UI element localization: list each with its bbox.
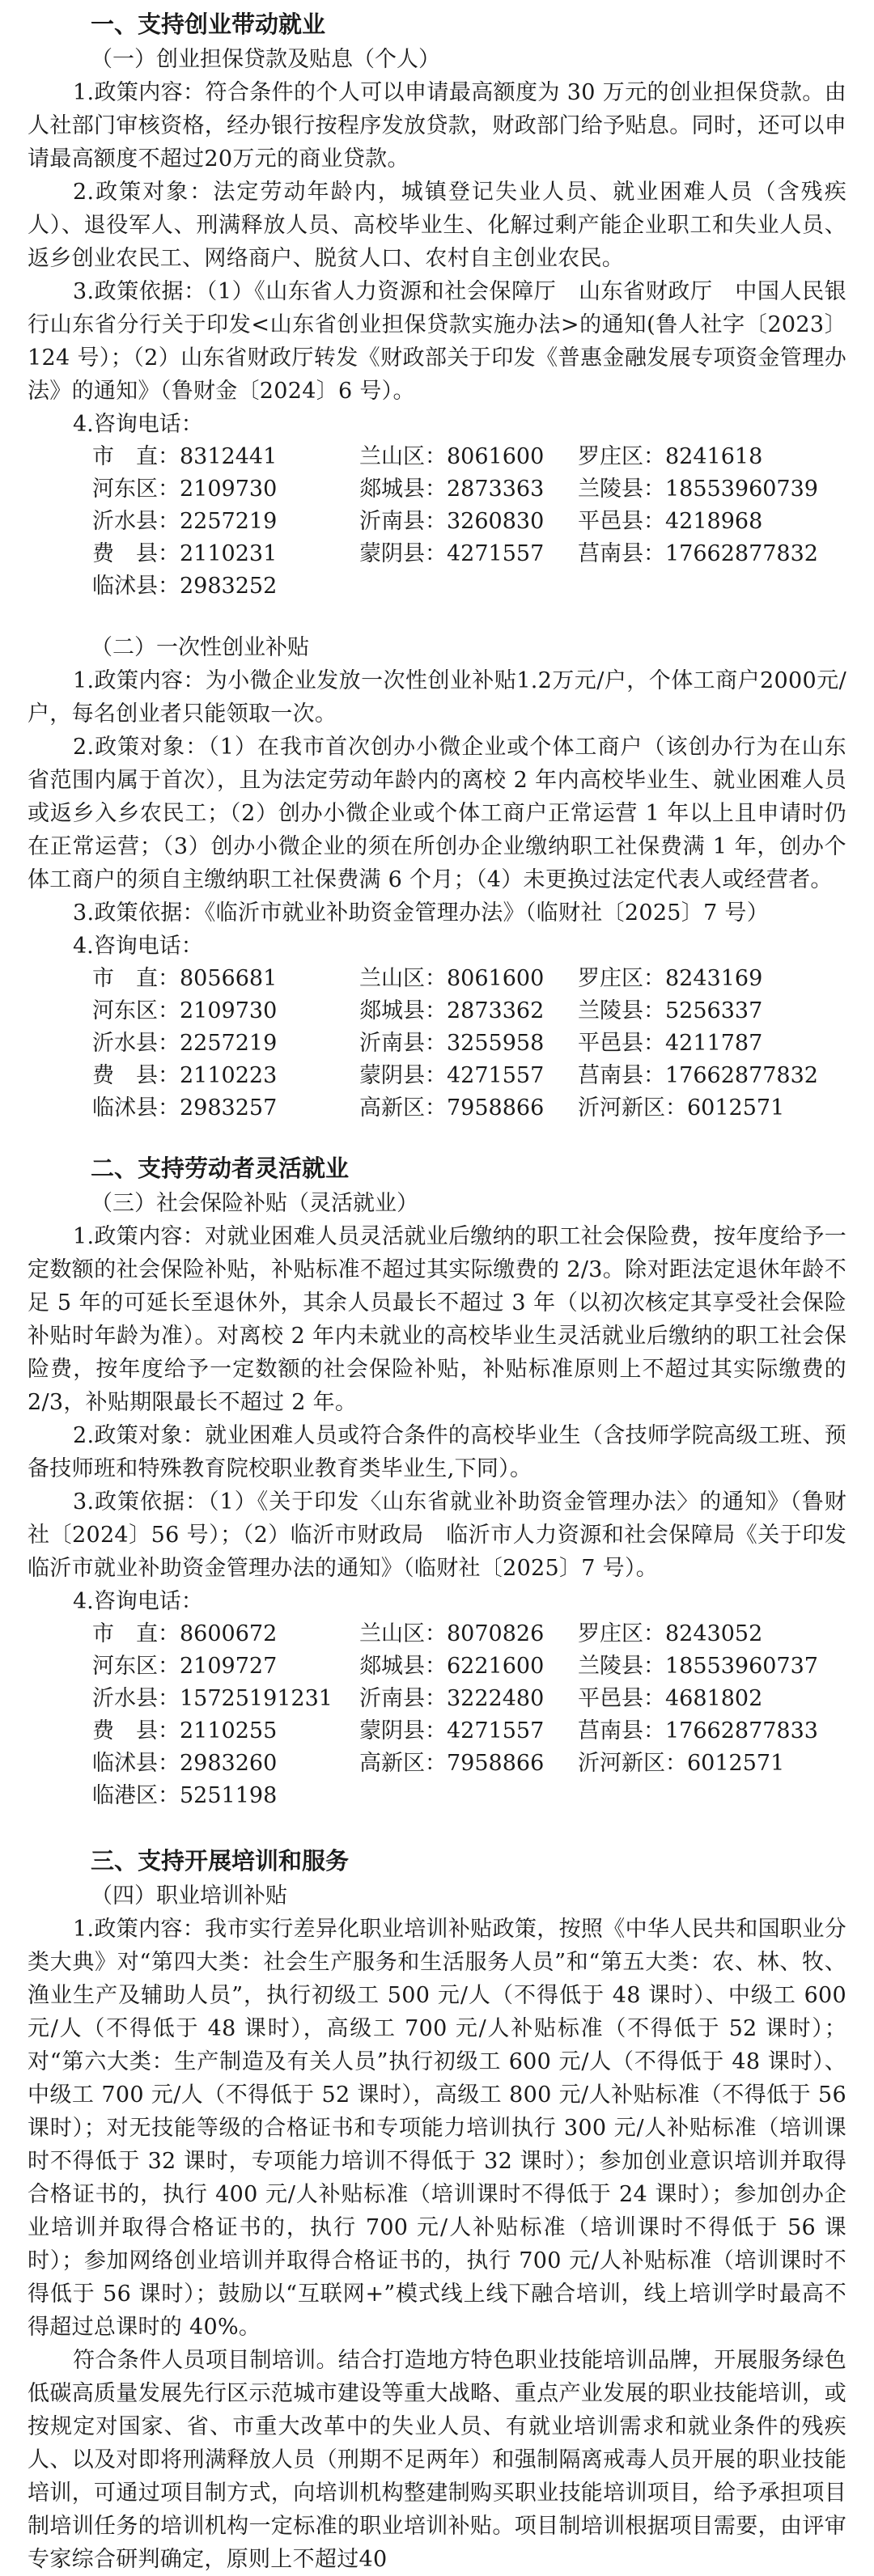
phone-entry: 临沭县：2983252 bbox=[92, 574, 278, 599]
paragraph: 3.政策依据：《临沂市就业补助资金管理办法》（临财社〔2025〕7 号） bbox=[73, 900, 770, 926]
subsection-title: （一）创业担保贷款及贴息（个人） bbox=[91, 47, 440, 72]
paragraph: 1.政策内容：符合条件的个人可以申请最高额度为 30 万元的创业担保贷款。由人社部门审核资格，经办银行按程序发放贷款，财政部门给予贴息。同时，还可以申请最高额度不超过20万元的商业贷款。 bbox=[28, 80, 846, 172]
phone-entry: 沂水县：2257219 bbox=[92, 509, 278, 534]
phone-list bbox=[28, 1618, 846, 1812]
phone-entry: 罗庄区：8243052 bbox=[578, 1621, 763, 1646]
phone-entry: 兰山区：8061600 bbox=[359, 444, 545, 469]
phone-list bbox=[28, 963, 846, 1125]
phone-entry: 河东区：2109730 bbox=[92, 477, 278, 502]
subsection-title: （二）一次性创业补贴 bbox=[91, 635, 309, 660]
subsection-title: （四）职业培训补贴 bbox=[91, 1883, 287, 1909]
phone-entry: 沂水县：15725191231 bbox=[92, 1686, 333, 1711]
phone-entry: 兰山区：8061600 bbox=[359, 966, 545, 991]
phone-list bbox=[28, 441, 846, 603]
phone-entry: 平邑县：4211787 bbox=[578, 1031, 763, 1056]
phone-entry: 高新区：7958866 bbox=[359, 1751, 545, 1776]
paragraph: 1.政策内容：我市实行差异化职业培训补贴政策，按照《中华人民共和国职业分类大典》对“第四大类：社会生产服务和生活服务人员”和“第五大类：农、林、牧、渔业生产及辅助人员”，执行初级工 500 元/人（不得低于 48 课时）、中级工 600 元/人（不得低于 48 课时），高级工 700 元/人补贴标准（不得低于 52 课时）；对“第六大类：生产制造及有关人员”执行初级工 600 元/人（不得低于 48 课时）、中级工 700 元/人（不得低于 52 课时），高级工 800 元/人补贴标准（不得低于 56 课时）；对无技能等级的合格证书和专项能力培训执行 300 元/人补贴标准（培训课时不得低于 32 课时，专项能力培训不得低于 32 课时）；参加创业意识培训并取得合格证书的，执行 400 元/人补贴标准（培训课时不得低于 24 课时）；参加创办企业培训并取得合格证书的，执行 700 元/人补贴标准（培训课时不得低于 56 课时）；参加网络创业培训并取得合格证书的，执行 700 元/人补贴标准（培训课时不得低于 56 课时）；鼓励以“互联网+”模式线上线下融合培训，线上培训学时最高不得超过总课时的 40%。 bbox=[28, 1917, 846, 2340]
phone-entry: 河东区：2109730 bbox=[92, 998, 278, 1023]
phone-entry: 兰山区：8070826 bbox=[359, 1621, 545, 1646]
phone-entry: 临港区：5251198 bbox=[92, 1783, 278, 1808]
paragraph: 1.政策内容：对就业困难人员灵活就业后缴纳的职工社会保险费，按年度给予一定数额的社会保险补贴，补贴标准不超过其实际缴费的 2/3。除对距法定退休年龄不足 5 年的可延长至退休外，其余人员最长不超过 3 年（以初次核定其享受社会保险补贴时年龄为准）。对离校 2 年内未就业的高校毕业生灵活就业后缴纳的职工社会保险费，按年度给予一定数额的社会保险补贴，补贴标准原则上不超过其实际缴费的 2/3，补贴期限最长不超过 2 年。 bbox=[28, 1224, 846, 1415]
paragraph: 3.政策依据：（1）《山东省人力资源和社会保障厅 山东省财政厅 中国人民银行山东省分行关于印发<山东省创业担保贷款实施办法>的通知(鲁人社字〔2023〕124 号）；（2）山东省财政厅转发《财政部关于印发《普惠金融发展专项资金管理办法》的通知》（鲁财金〔2024〕6 号）。 bbox=[28, 279, 846, 404]
paragraph: 符合条件人员项目制培训。结合打造地方特色职业技能培训品牌，开展服务绿色低碳高质量发展先行区示范城市建设等重大战略、重点产业发展的职业技能培训，或按规定对国家、省、市重大改革中的失业人员、有就业培训需求和就业条件的残疾人、以及对即将刑满释放人员（刑期不足两年）和强制隔离戒毒人员开展的职业技能培训，可通过项目制方式，向培训机构整建制购买职业技能培训项目，给予承担项目制培训任务的培训机构一定标准的职业培训补贴。项目制培训根据项目需要，由评审专家综合研判确定，原则上不超过40 bbox=[28, 2348, 846, 2572]
phone-entry: 沂南县：3260830 bbox=[359, 509, 545, 534]
phone-entry: 市 直：8056681 bbox=[92, 966, 278, 991]
phone-entry: 兰陵县：18553960737 bbox=[578, 1654, 818, 1679]
phone-entry: 沂水县：2257219 bbox=[92, 1031, 278, 1056]
paragraph: 1.政策内容：为小微企业发放一次性创业补贴1.2万元/户，个体工商户2000元/户，每名创业者只能领取一次。 bbox=[28, 668, 846, 727]
phone-entry: 平邑县：4681802 bbox=[578, 1686, 763, 1711]
phone-entry: 蒙阴县：4271557 bbox=[359, 541, 545, 566]
paragraph: 3.政策依据：（1）《关于印发〈山东省就业补助资金管理办法〉的通知》（鲁财社〔2024〕56 号）；（2）临沂市财政局 临沂市人力资源和社会保障局《关于印发临沂市就业补助资金管理办法的通知》（临财社〔2025〕7 号）。 bbox=[28, 1489, 846, 1581]
phone-list-title: 4.咨询电话： bbox=[73, 1589, 203, 1614]
phone-entry: 兰陵县：18553960739 bbox=[578, 477, 818, 502]
phone-entry: 费 县：2110255 bbox=[92, 1718, 278, 1743]
phone-entry: 沂河新区：6012571 bbox=[578, 1751, 785, 1776]
phone-entry: 沂南县：3255958 bbox=[359, 1031, 545, 1056]
phone-entry: 莒南县：17662877833 bbox=[578, 1718, 818, 1743]
section-title: 一、支持创业带动就业 bbox=[91, 11, 326, 38]
phone-entry: 高新区：7958866 bbox=[359, 1095, 545, 1121]
phone-entry: 蒙阴县：4271557 bbox=[359, 1718, 545, 1743]
paragraph: 2.政策对象：法定劳动年龄内，城镇登记失业人员、就业困难人员（含残疾人）、退役军人、刑满释放人员、高校毕业生、化解过剩产能企业职工和失业人员、返乡创业农民工、网络商户、脱贫人口、农村自主创业农民。 bbox=[28, 180, 846, 271]
paragraph: 2.政策对象：（1）在我市首次创办小微企业或个体工商户（该创办行为在山东省范围内属于首次），且为法定劳动年龄内的离校 2 年内高校毕业生、就业困难人员或返乡入乡农民工；（2）创办小微企业或个体工商户正常运营 1 年以上且申请时仍在正常运营；（3）创办小微企业的须在所创办企业缴纳职工社保费满 1 年，创办个体工商户的须自主缴纳职工社保费满 6 个月；（4）未更换过法定代表人或经营者。 bbox=[28, 735, 846, 892]
section-title: 三、支持开展培训和服务 bbox=[91, 1847, 350, 1875]
phone-entry: 罗庄区：8243169 bbox=[578, 966, 763, 991]
phone-entry: 费 县：2110231 bbox=[92, 541, 278, 566]
paragraph: 2.政策对象：就业困难人员或符合条件的高校毕业生（含技师学院高级工班、预备技师班和特殊教育院校职业教育类毕业生,下同）。 bbox=[28, 1423, 846, 1481]
phone-entry: 郯城县：2873362 bbox=[359, 998, 545, 1023]
phone-entry: 沂河新区：6012571 bbox=[578, 1095, 785, 1121]
phone-entry: 临沭县：2983257 bbox=[92, 1095, 278, 1121]
phone-entry: 平邑县：4218968 bbox=[578, 509, 763, 534]
phone-entry: 河东区：2109727 bbox=[92, 1654, 278, 1679]
phone-entry: 兰陵县：5256337 bbox=[578, 998, 763, 1023]
subsection-title: （三）社会保险补贴（灵活就业） bbox=[91, 1191, 418, 1216]
phone-entry: 莒南县：17662877832 bbox=[578, 1063, 818, 1088]
phone-entry: 临沭县：2983260 bbox=[92, 1751, 278, 1776]
phone-entry: 费 县：2110223 bbox=[92, 1063, 278, 1088]
phone-entry: 蒙阴县：4271557 bbox=[359, 1063, 545, 1088]
phone-entry: 沂南县：3222480 bbox=[359, 1686, 545, 1711]
phone-entry: 莒南县：17662877832 bbox=[578, 541, 818, 566]
phone-entry: 罗庄区：8241618 bbox=[578, 444, 763, 469]
phone-entry: 市 直：8312441 bbox=[92, 444, 278, 469]
section-title: 二、支持劳动者灵活就业 bbox=[91, 1155, 350, 1182]
phone-entry: 郯城县：6221600 bbox=[359, 1654, 545, 1679]
phone-list-title: 4.咨询电话： bbox=[73, 412, 203, 437]
phone-list-title: 4.咨询电话： bbox=[73, 934, 203, 959]
phone-entry: 市 直：8600672 bbox=[92, 1621, 278, 1646]
phone-entry: 郯城县：2873363 bbox=[359, 477, 545, 502]
